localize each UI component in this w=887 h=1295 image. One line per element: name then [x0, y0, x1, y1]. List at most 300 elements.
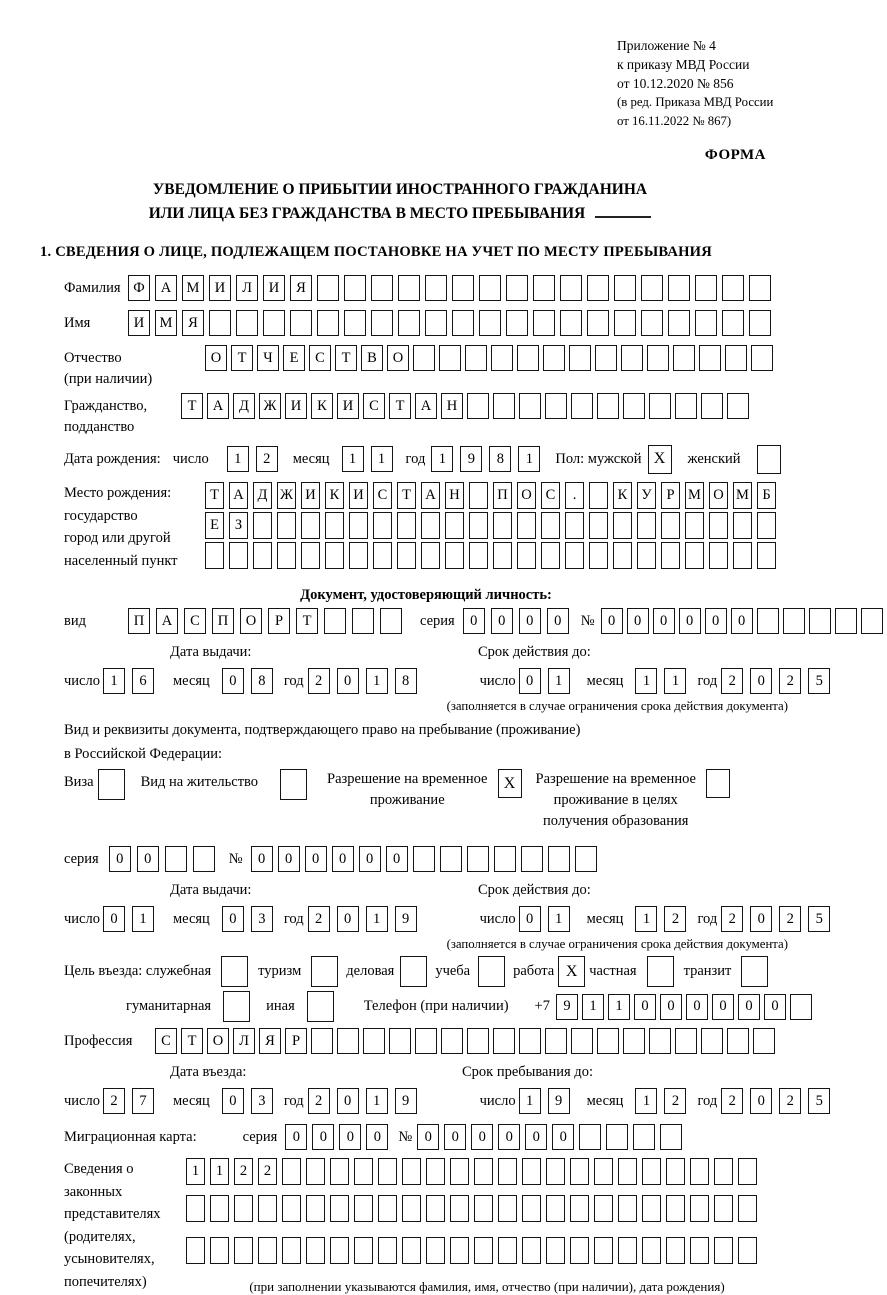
- citizenship-boxes-cell[interactable]: А: [207, 393, 229, 419]
- profession-boxes-cell[interactable]: [311, 1028, 333, 1054]
- expiry-day-boxes-cell[interactable]: 0: [519, 668, 541, 694]
- citizenship-boxes-cell[interactable]: Н: [441, 393, 463, 419]
- representatives-row2-cell[interactable]: [522, 1195, 541, 1222]
- issue-month-boxes-cell[interactable]: 8: [251, 668, 273, 694]
- migration-series-boxes-cell[interactable]: 0: [285, 1124, 307, 1150]
- birthplace-row1-cell[interactable]: Н: [445, 482, 464, 509]
- birthplace-row1-cell[interactable]: О: [517, 482, 536, 509]
- doc-type-boxes-cell[interactable]: С: [184, 608, 206, 634]
- entry-year-boxes-cell[interactable]: 2: [308, 1088, 330, 1114]
- expiry-month-boxes-cell[interactable]: 1: [635, 668, 657, 694]
- residence-number-boxes-cell[interactable]: [494, 846, 516, 872]
- birthplace-row2-cell[interactable]: [301, 512, 320, 539]
- residence-series-boxes-cell[interactable]: 0: [137, 846, 159, 872]
- profession-boxes-cell[interactable]: [675, 1028, 697, 1054]
- res-expiry-day-boxes-cell[interactable]: 0: [519, 906, 541, 932]
- migration-series-boxes-cell[interactable]: 0: [312, 1124, 334, 1150]
- representatives-row3-cell[interactable]: [546, 1237, 565, 1264]
- birthplace-row3-cell[interactable]: [661, 542, 680, 569]
- migration-number-boxes-cell[interactable]: 0: [417, 1124, 439, 1150]
- representatives-row1-cell[interactable]: [546, 1158, 565, 1185]
- representatives-row1-cell[interactable]: 2: [258, 1158, 277, 1185]
- purpose-humanitarian-checkbox[interactable]: [223, 991, 250, 1022]
- doc-number-boxes-cell[interactable]: 0: [731, 608, 753, 634]
- citizenship-boxes-cell[interactable]: [571, 393, 593, 419]
- doc-type-boxes-cell[interactable]: П: [128, 608, 150, 634]
- patronymic-boxes-cell[interactable]: Е: [283, 345, 305, 371]
- res-issue-year-boxes-cell[interactable]: 2: [308, 906, 330, 932]
- profession-boxes-cell[interactable]: Р: [285, 1028, 307, 1054]
- birthplace-row1-cell[interactable]: О: [709, 482, 728, 509]
- surname-boxes-cell[interactable]: М: [182, 275, 204, 301]
- purpose-private-checkbox[interactable]: [647, 956, 674, 987]
- patronymic-boxes-cell[interactable]: [725, 345, 747, 371]
- phone-boxes-cell[interactable]: 9: [556, 994, 578, 1020]
- representatives-row2-cell[interactable]: [306, 1195, 325, 1222]
- representatives-row2-cell[interactable]: [618, 1195, 637, 1222]
- firstname-boxes-cell[interactable]: [695, 310, 717, 336]
- birthplace-row3-cell[interactable]: [469, 542, 488, 569]
- birth-day-boxes-cell[interactable]: 2: [256, 446, 278, 472]
- purpose-work-checkbox[interactable]: X: [558, 956, 585, 987]
- birthplace-row3-cell[interactable]: [373, 542, 392, 569]
- birthplace-row3-cell[interactable]: [589, 542, 608, 569]
- res-issue-month-boxes-cell[interactable]: 0: [222, 906, 244, 932]
- birth-year-boxes-cell[interactable]: 8: [489, 446, 511, 472]
- patronymic-boxes-cell[interactable]: [413, 345, 435, 371]
- profession-boxes-cell[interactable]: [467, 1028, 489, 1054]
- doc-series-boxes-cell[interactable]: 0: [519, 608, 541, 634]
- firstname-boxes-cell[interactable]: [317, 310, 339, 336]
- representatives-row3-cell[interactable]: [306, 1237, 325, 1264]
- phone-boxes-cell[interactable]: 0: [660, 994, 682, 1020]
- residence-number-boxes-cell[interactable]: 0: [278, 846, 300, 872]
- citizenship-boxes-cell[interactable]: [675, 393, 697, 419]
- representatives-row2-cell[interactable]: [498, 1195, 517, 1222]
- res-issue-month-boxes-cell[interactable]: 3: [251, 906, 273, 932]
- representatives-row3-cell[interactable]: [210, 1237, 229, 1264]
- migration-number-boxes-cell[interactable]: 0: [444, 1124, 466, 1150]
- citizenship-boxes-cell[interactable]: К: [311, 393, 333, 419]
- birthplace-row1-cell[interactable]: Ж: [277, 482, 296, 509]
- representatives-row2-cell[interactable]: [594, 1195, 613, 1222]
- citizenship-boxes-cell[interactable]: [649, 393, 671, 419]
- phone-boxes-cell[interactable]: [790, 994, 812, 1020]
- residence-number-boxes-cell[interactable]: 0: [386, 846, 408, 872]
- birthplace-row3-cell[interactable]: [637, 542, 656, 569]
- stay-year-boxes-cell[interactable]: 5: [808, 1088, 830, 1114]
- residence-number-boxes-cell[interactable]: 0: [359, 846, 381, 872]
- res-issue-year-boxes-cell[interactable]: 9: [395, 906, 417, 932]
- citizenship-boxes-cell[interactable]: [597, 393, 619, 419]
- profession-boxes-cell[interactable]: [597, 1028, 619, 1054]
- doc-number-boxes-cell[interactable]: 0: [679, 608, 701, 634]
- representatives-row2-cell[interactable]: [258, 1195, 277, 1222]
- migration-number-boxes-cell[interactable]: 0: [471, 1124, 493, 1150]
- birthplace-row1-cell[interactable]: М: [733, 482, 752, 509]
- birthplace-row3-cell[interactable]: [757, 542, 776, 569]
- birthplace-row2-cell[interactable]: [469, 512, 488, 539]
- surname-boxes-cell[interactable]: [749, 275, 771, 301]
- res-expiry-day-boxes-cell[interactable]: 1: [548, 906, 570, 932]
- patronymic-boxes-cell[interactable]: [543, 345, 565, 371]
- birthplace-row2-cell[interactable]: [565, 512, 584, 539]
- doc-type-boxes-cell[interactable]: О: [240, 608, 262, 634]
- birthplace-row2-cell[interactable]: З: [229, 512, 248, 539]
- res-expiry-year-boxes-cell[interactable]: 0: [750, 906, 772, 932]
- surname-boxes-cell[interactable]: [695, 275, 717, 301]
- female-checkbox[interactable]: [757, 445, 781, 474]
- birthplace-row1-cell[interactable]: .: [565, 482, 584, 509]
- migration-series-boxes-cell[interactable]: 0: [366, 1124, 388, 1150]
- representatives-row3-cell[interactable]: [378, 1237, 397, 1264]
- res-expiry-year-boxes-cell[interactable]: 2: [721, 906, 743, 932]
- expiry-month-boxes-cell[interactable]: 1: [664, 668, 686, 694]
- representatives-row1-cell[interactable]: 1: [210, 1158, 229, 1185]
- birthplace-row3-cell[interactable]: [685, 542, 704, 569]
- migration-series-boxes-cell[interactable]: 0: [339, 1124, 361, 1150]
- firstname-boxes-cell[interactable]: Я: [182, 310, 204, 336]
- birthplace-row1-cell[interactable]: М: [685, 482, 704, 509]
- birthplace-row2-cell[interactable]: [613, 512, 632, 539]
- birthplace-row1-cell[interactable]: Т: [205, 482, 224, 509]
- residence-number-boxes-cell[interactable]: 0: [305, 846, 327, 872]
- male-checkbox[interactable]: X: [648, 445, 672, 474]
- residence-number-boxes-cell[interactable]: [548, 846, 570, 872]
- profession-boxes-cell[interactable]: [415, 1028, 437, 1054]
- citizenship-boxes-cell[interactable]: Д: [233, 393, 255, 419]
- representatives-row1-cell[interactable]: 2: [234, 1158, 253, 1185]
- surname-boxes-cell[interactable]: [398, 275, 420, 301]
- doc-type-boxes-cell[interactable]: П: [212, 608, 234, 634]
- expiry-day-boxes-cell[interactable]: 1: [548, 668, 570, 694]
- issue-day-boxes-cell[interactable]: 1: [103, 668, 125, 694]
- citizenship-boxes-cell[interactable]: [519, 393, 541, 419]
- patronymic-boxes-cell[interactable]: [595, 345, 617, 371]
- expiry-year-boxes-cell[interactable]: 5: [808, 668, 830, 694]
- patronymic-boxes-cell[interactable]: [465, 345, 487, 371]
- entry-day-boxes-cell[interactable]: 2: [103, 1088, 125, 1114]
- surname-boxes-cell[interactable]: [668, 275, 690, 301]
- birthplace-row1-cell[interactable]: А: [421, 482, 440, 509]
- doc-number-boxes-cell[interactable]: 0: [705, 608, 727, 634]
- representatives-row2-cell[interactable]: [234, 1195, 253, 1222]
- purpose-official-checkbox[interactable]: [221, 956, 248, 987]
- profession-boxes-cell[interactable]: [493, 1028, 515, 1054]
- res-issue-day-boxes-cell[interactable]: 1: [132, 906, 154, 932]
- firstname-boxes-cell[interactable]: [749, 310, 771, 336]
- citizenship-boxes-cell[interactable]: Ж: [259, 393, 281, 419]
- firstname-boxes-cell[interactable]: [398, 310, 420, 336]
- birthplace-row1-cell[interactable]: К: [325, 482, 344, 509]
- phone-boxes-cell[interactable]: 1: [608, 994, 630, 1020]
- birthplace-row2-cell[interactable]: [349, 512, 368, 539]
- firstname-boxes-cell[interactable]: [263, 310, 285, 336]
- patronymic-boxes-cell[interactable]: [439, 345, 461, 371]
- doc-type-boxes-cell[interactable]: А: [156, 608, 178, 634]
- birthplace-row1-cell[interactable]: И: [349, 482, 368, 509]
- visa-checkbox[interactable]: [98, 769, 125, 800]
- firstname-boxes-cell[interactable]: И: [128, 310, 150, 336]
- profession-boxes-cell[interactable]: [389, 1028, 411, 1054]
- representatives-row1-cell[interactable]: [402, 1158, 421, 1185]
- stay-day-boxes-cell[interactable]: 9: [548, 1088, 570, 1114]
- representatives-row1-cell[interactable]: [522, 1158, 541, 1185]
- res-issue-year-boxes-cell[interactable]: 0: [337, 906, 359, 932]
- representatives-row2-cell[interactable]: [426, 1195, 445, 1222]
- surname-boxes-cell[interactable]: [614, 275, 636, 301]
- birth-year-boxes-cell[interactable]: 1: [431, 446, 453, 472]
- birthplace-row2-cell[interactable]: [733, 512, 752, 539]
- firstname-boxes-cell[interactable]: [560, 310, 582, 336]
- firstname-boxes-cell[interactable]: [290, 310, 312, 336]
- residence-number-boxes-cell[interactable]: [521, 846, 543, 872]
- entry-year-boxes-cell[interactable]: 0: [337, 1088, 359, 1114]
- issue-year-boxes-cell[interactable]: 2: [308, 668, 330, 694]
- migration-number-boxes-cell[interactable]: [633, 1124, 655, 1150]
- surname-boxes-cell[interactable]: Ф: [128, 275, 150, 301]
- issue-year-boxes-cell[interactable]: 8: [395, 668, 417, 694]
- profession-boxes-cell[interactable]: [441, 1028, 463, 1054]
- profession-boxes-cell[interactable]: О: [207, 1028, 229, 1054]
- birthplace-row1-cell[interactable]: У: [637, 482, 656, 509]
- citizenship-boxes-cell[interactable]: [493, 393, 515, 419]
- representatives-row1-cell[interactable]: 1: [186, 1158, 205, 1185]
- stay-year-boxes-cell[interactable]: 0: [750, 1088, 772, 1114]
- birthplace-row1-cell[interactable]: П: [493, 482, 512, 509]
- purpose-tourism-checkbox[interactable]: [311, 956, 338, 987]
- surname-boxes-cell[interactable]: [371, 275, 393, 301]
- birthplace-row3-cell[interactable]: [445, 542, 464, 569]
- birthplace-row3-cell[interactable]: [541, 542, 560, 569]
- migration-number-boxes-cell[interactable]: 0: [525, 1124, 547, 1150]
- birthplace-row2-cell[interactable]: [517, 512, 536, 539]
- doc-type-boxes-cell[interactable]: Р: [268, 608, 290, 634]
- surname-boxes-cell[interactable]: [587, 275, 609, 301]
- representatives-row2-cell[interactable]: [186, 1195, 205, 1222]
- representatives-row3-cell[interactable]: [282, 1237, 301, 1264]
- birth-day-boxes-cell[interactable]: 1: [227, 446, 249, 472]
- doc-number-boxes-cell[interactable]: 0: [627, 608, 649, 634]
- representatives-row3-cell[interactable]: [186, 1237, 205, 1264]
- representatives-row3-cell[interactable]: [594, 1237, 613, 1264]
- stay-month-boxes-cell[interactable]: 2: [664, 1088, 686, 1114]
- birthplace-row2-cell[interactable]: [757, 512, 776, 539]
- phone-boxes-cell[interactable]: 1: [582, 994, 604, 1020]
- representatives-row1-cell[interactable]: [618, 1158, 637, 1185]
- residence-number-boxes-cell[interactable]: [467, 846, 489, 872]
- birthplace-row3-cell[interactable]: [325, 542, 344, 569]
- profession-boxes-cell[interactable]: [363, 1028, 385, 1054]
- representatives-row2-cell[interactable]: [474, 1195, 493, 1222]
- representatives-row3-cell[interactable]: [402, 1237, 421, 1264]
- migration-number-boxes-cell[interactable]: [579, 1124, 601, 1150]
- res-expiry-month-boxes-cell[interactable]: 1: [635, 906, 657, 932]
- birthplace-row1-cell[interactable]: [469, 482, 488, 509]
- migration-number-boxes-cell[interactable]: 0: [498, 1124, 520, 1150]
- stay-month-boxes-cell[interactable]: 1: [635, 1088, 657, 1114]
- profession-boxes-cell[interactable]: [701, 1028, 723, 1054]
- birthplace-row2-cell[interactable]: [325, 512, 344, 539]
- birthplace-row3-cell[interactable]: [613, 542, 632, 569]
- birthplace-row3-cell[interactable]: [229, 542, 248, 569]
- birthplace-row1-cell[interactable]: К: [613, 482, 632, 509]
- patronymic-boxes-cell[interactable]: Т: [231, 345, 253, 371]
- res-issue-day-boxes-cell[interactable]: 0: [103, 906, 125, 932]
- profession-boxes-cell[interactable]: [753, 1028, 775, 1054]
- citizenship-boxes-cell[interactable]: [623, 393, 645, 419]
- birthplace-row2-cell[interactable]: [661, 512, 680, 539]
- representatives-row2-cell[interactable]: [378, 1195, 397, 1222]
- residence-permit-checkbox[interactable]: [280, 769, 307, 800]
- phone-boxes-cell[interactable]: 0: [764, 994, 786, 1020]
- patronymic-boxes-cell[interactable]: В: [361, 345, 383, 371]
- issue-year-boxes-cell[interactable]: 0: [337, 668, 359, 694]
- citizenship-boxes-cell[interactable]: А: [415, 393, 437, 419]
- expiry-year-boxes-cell[interactable]: 0: [750, 668, 772, 694]
- firstname-boxes-cell[interactable]: [425, 310, 447, 336]
- profession-boxes-cell[interactable]: [545, 1028, 567, 1054]
- birthplace-row3-cell[interactable]: [493, 542, 512, 569]
- representatives-row3-cell[interactable]: [354, 1237, 373, 1264]
- birthplace-row1-cell[interactable]: Т: [397, 482, 416, 509]
- representatives-row1-cell[interactable]: [594, 1158, 613, 1185]
- representatives-row1-cell[interactable]: [570, 1158, 589, 1185]
- migration-number-boxes-cell[interactable]: 0: [552, 1124, 574, 1150]
- res-expiry-year-boxes-cell[interactable]: 2: [779, 906, 801, 932]
- purpose-transit-checkbox[interactable]: [741, 956, 768, 987]
- birthplace-row2-cell[interactable]: [709, 512, 728, 539]
- patronymic-boxes-cell[interactable]: [647, 345, 669, 371]
- surname-boxes-cell[interactable]: [533, 275, 555, 301]
- representatives-row1-cell[interactable]: [354, 1158, 373, 1185]
- birthplace-row3-cell[interactable]: [733, 542, 752, 569]
- doc-number-boxes-cell[interactable]: [835, 608, 857, 634]
- doc-number-boxes-cell[interactable]: [783, 608, 805, 634]
- issue-month-boxes-cell[interactable]: 0: [222, 668, 244, 694]
- firstname-boxes-cell[interactable]: [641, 310, 663, 336]
- purpose-study-checkbox[interactable]: [478, 956, 505, 987]
- birthplace-row2-cell[interactable]: [373, 512, 392, 539]
- surname-boxes-cell[interactable]: [641, 275, 663, 301]
- representatives-row1-cell[interactable]: [378, 1158, 397, 1185]
- surname-boxes-cell[interactable]: А: [155, 275, 177, 301]
- citizenship-boxes-cell[interactable]: С: [363, 393, 385, 419]
- entry-month-boxes-cell[interactable]: 3: [251, 1088, 273, 1114]
- surname-boxes-cell[interactable]: И: [263, 275, 285, 301]
- firstname-boxes-cell[interactable]: [371, 310, 393, 336]
- birthplace-row3-cell[interactable]: [709, 542, 728, 569]
- patronymic-boxes-cell[interactable]: О: [387, 345, 409, 371]
- birthplace-row3-cell[interactable]: [205, 542, 224, 569]
- residence-series-boxes-cell[interactable]: 0: [109, 846, 131, 872]
- profession-boxes-cell[interactable]: С: [155, 1028, 177, 1054]
- doc-type-boxes-cell[interactable]: Т: [296, 608, 318, 634]
- representatives-row1-cell[interactable]: [690, 1158, 709, 1185]
- doc-type-boxes-cell[interactable]: [380, 608, 402, 634]
- representatives-row3-cell[interactable]: [714, 1237, 733, 1264]
- citizenship-boxes-cell[interactable]: [467, 393, 489, 419]
- issue-year-boxes-cell[interactable]: 1: [366, 668, 388, 694]
- birthplace-row3-cell[interactable]: [301, 542, 320, 569]
- representatives-row2-cell[interactable]: [690, 1195, 709, 1222]
- representatives-row3-cell[interactable]: [618, 1237, 637, 1264]
- birthplace-row1-cell[interactable]: С: [373, 482, 392, 509]
- phone-boxes-cell[interactable]: 0: [634, 994, 656, 1020]
- representatives-row1-cell[interactable]: [498, 1158, 517, 1185]
- birthplace-row2-cell[interactable]: Е: [205, 512, 224, 539]
- doc-number-boxes-cell[interactable]: 0: [653, 608, 675, 634]
- doc-series-boxes-cell[interactable]: 0: [547, 608, 569, 634]
- doc-type-boxes-cell[interactable]: [352, 608, 374, 634]
- surname-boxes-cell[interactable]: [425, 275, 447, 301]
- birth-month-boxes-cell[interactable]: 1: [371, 446, 393, 472]
- firstname-boxes-cell[interactable]: [722, 310, 744, 336]
- birthplace-row3-cell[interactable]: [253, 542, 272, 569]
- firstname-boxes-cell[interactable]: [209, 310, 231, 336]
- firstname-boxes-cell[interactable]: М: [155, 310, 177, 336]
- expiry-year-boxes-cell[interactable]: 2: [721, 668, 743, 694]
- surname-boxes-cell[interactable]: [506, 275, 528, 301]
- doc-number-boxes-cell[interactable]: [861, 608, 883, 634]
- firstname-boxes-cell[interactable]: [506, 310, 528, 336]
- representatives-row2-cell[interactable]: [714, 1195, 733, 1222]
- doc-series-boxes-cell[interactable]: 0: [491, 608, 513, 634]
- patronymic-boxes-cell[interactable]: Ч: [257, 345, 279, 371]
- citizenship-boxes-cell[interactable]: [545, 393, 567, 419]
- purpose-other-checkbox[interactable]: [307, 991, 334, 1022]
- representatives-row3-cell[interactable]: [234, 1237, 253, 1264]
- representatives-row2-cell[interactable]: [402, 1195, 421, 1222]
- stay-year-boxes-cell[interactable]: 2: [721, 1088, 743, 1114]
- representatives-row1-cell[interactable]: [714, 1158, 733, 1185]
- phone-boxes-cell[interactable]: 0: [686, 994, 708, 1020]
- birthplace-row1-cell[interactable]: Д: [253, 482, 272, 509]
- migration-number-boxes-cell[interactable]: [606, 1124, 628, 1150]
- entry-day-boxes-cell[interactable]: 7: [132, 1088, 154, 1114]
- entry-year-boxes-cell[interactable]: 1: [366, 1088, 388, 1114]
- birthplace-row2-cell[interactable]: [397, 512, 416, 539]
- residence-series-boxes-cell[interactable]: [165, 846, 187, 872]
- representatives-row3-cell[interactable]: [258, 1237, 277, 1264]
- firstname-boxes-cell[interactable]: [236, 310, 258, 336]
- representatives-row1-cell[interactable]: [306, 1158, 325, 1185]
- surname-boxes-cell[interactable]: [560, 275, 582, 301]
- profession-boxes-cell[interactable]: Л: [233, 1028, 255, 1054]
- representatives-row3-cell[interactable]: [690, 1237, 709, 1264]
- representatives-row3-cell[interactable]: [474, 1237, 493, 1264]
- representatives-row1-cell[interactable]: [642, 1158, 661, 1185]
- representatives-row3-cell[interactable]: [426, 1237, 445, 1264]
- entry-month-boxes-cell[interactable]: 0: [222, 1088, 244, 1114]
- representatives-row3-cell[interactable]: [570, 1237, 589, 1264]
- doc-series-boxes-cell[interactable]: 0: [463, 608, 485, 634]
- citizenship-boxes-cell[interactable]: Т: [389, 393, 411, 419]
- birthplace-row3-cell[interactable]: [565, 542, 584, 569]
- patronymic-boxes-cell[interactable]: [569, 345, 591, 371]
- residence-series-boxes-cell[interactable]: [193, 846, 215, 872]
- entry-year-boxes-cell[interactable]: 9: [395, 1088, 417, 1114]
- firstname-boxes-cell[interactable]: [614, 310, 636, 336]
- issue-day-boxes-cell[interactable]: 6: [132, 668, 154, 694]
- stay-day-boxes-cell[interactable]: 1: [519, 1088, 541, 1114]
- migration-number-boxes-cell[interactable]: [660, 1124, 682, 1150]
- representatives-row1-cell[interactable]: [282, 1158, 301, 1185]
- representatives-row3-cell[interactable]: [330, 1237, 349, 1264]
- representatives-row3-cell[interactable]: [450, 1237, 469, 1264]
- representatives-row2-cell[interactable]: [282, 1195, 301, 1222]
- firstname-boxes-cell[interactable]: [479, 310, 501, 336]
